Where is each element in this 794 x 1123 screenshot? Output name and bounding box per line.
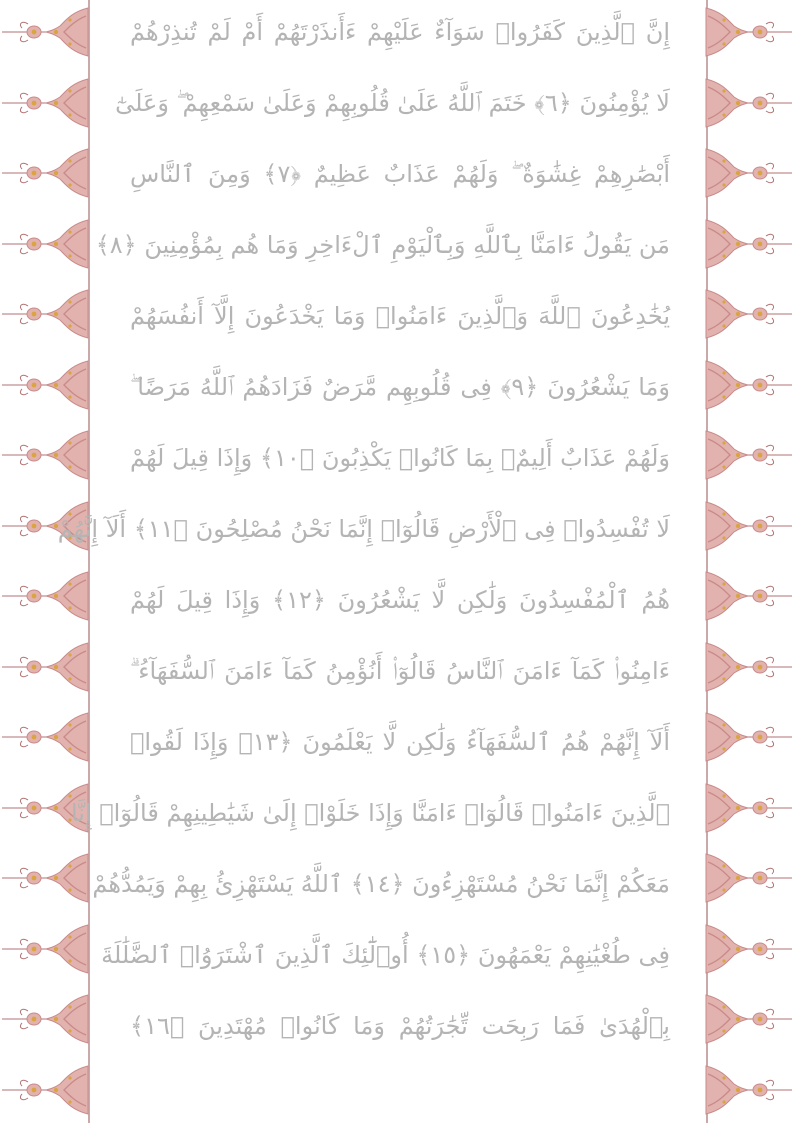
floral-border-ornament-icon bbox=[702, 288, 794, 340]
floral-border-ornament-icon bbox=[0, 711, 92, 763]
quran-line-4: مَن يَقُولُ ءَامَنَّا بِٱللَّهِ وَبِٱلْيَوْمِ ٱلْءَاخِرِ وَمَا هُم بِمُؤْمِنِينَ ﴿٨﴾ bbox=[95, 231, 670, 259]
quran-line-5: يُخَٰدِعُونَ ٱللَّهَ وَٱلَّذِينَ ءَامَنُوا۟ وَمَا يَخْدَعُونَ إِلَّآ أَنفُسَهُمْ bbox=[130, 302, 670, 330]
floral-border-ornament-icon bbox=[0, 641, 92, 693]
floral-border-ornament-icon bbox=[702, 218, 794, 270]
quran-line-15: بِٱلْهُدَىٰ فَمَا رَبِحَت تِّجَٰرَتُهُمْ وَمَا كَانُوا۟ مُهْتَدِينَ ﴿١٦﴾ bbox=[130, 1012, 670, 1040]
quran-line-3: أَبْصَٰرِهِمْ غِشَٰوَةٌ ۖ وَلَهُمْ عَذَابٌ عَظِيمٌ ﴿٧﴾ وَمِنَ ٱلنَّاسِ bbox=[130, 160, 670, 188]
floral-border-ornament-icon bbox=[702, 570, 794, 622]
quran-line-1: إِنَّ ٱلَّذِينَ كَفَرُوا۟ سَوَآءٌ عَلَيْهِمْ ءَأَنذَرْتَهُمْ أَمْ لَمْ تُنذِرْهُمْ bbox=[130, 18, 670, 46]
floral-border-ornament-icon bbox=[0, 993, 92, 1045]
floral-border-ornament-icon bbox=[702, 77, 794, 129]
quran-text-block bbox=[57, 0, 671, 1123]
floral-border-ornament-icon bbox=[0, 147, 92, 199]
floral-border-ornament-icon bbox=[702, 993, 794, 1045]
quran-line-2: لَا يُؤْمِنُونَ ﴿٦﴾ خَتَمَ ٱللَّهُ عَلَىٰ قُلُوبِهِمْ وَعَلَىٰ سَمْعِهِمْ ۖ وَعَلَىٰٓ bbox=[115, 89, 670, 117]
quran-line-6: وَمَا يَشْعُرُونَ ﴿٩﴾ فِى قُلُوبِهِم مَّرَضٌ فَزَادَهُمُ ٱللَّهُ مَرَضًا ۖ bbox=[130, 373, 671, 401]
quran-line-9: هُمُ ٱلْمُفْسِدُونَ وَلَٰكِن لَّا يَشْعُرُونَ ﴿١٢﴾ وَإِذَا قِيلَ لَهُمْ bbox=[130, 586, 670, 614]
floral-border-ornament-icon bbox=[702, 711, 794, 763]
floral-border-ornament-icon bbox=[702, 147, 794, 199]
quran-line-8: لَا تُفْسِدُوا۟ فِى ٱلْأَرْضِ قَالُوٓا۟ إِنَّمَا نَحْنُ مُصْلِحُونَ ﴿١١﴾ أَلَآ إِنَّهُمْ bbox=[57, 515, 670, 543]
floral-border-ornament-icon bbox=[702, 782, 794, 834]
floral-border-ornament-icon bbox=[702, 1064, 794, 1116]
floral-border-ornament-icon bbox=[0, 288, 92, 340]
floral-border-ornament-icon bbox=[702, 359, 794, 411]
floral-border-ornament-icon bbox=[702, 852, 794, 904]
floral-border-ornament-icon bbox=[0, 852, 92, 904]
right-border bbox=[702, 0, 794, 1123]
quran-line-12: ٱلَّذِينَ ءَامَنُوا۟ قَالُوٓا۟ ءَامَنَّا وَإِذَا خَلَوْا۟ إِلَىٰ شَيَٰطِينِهِمْ قَالُوٓا۟ إِنَّا bbox=[70, 799, 670, 827]
floral-border-ornament-icon bbox=[702, 429, 794, 481]
floral-border-ornament-icon bbox=[0, 77, 92, 129]
quran-line-13: مَعَكُمْ إِنَّمَا نَحْنُ مُسْتَهْزِءُونَ ﴿١٤﴾ ٱللَّهُ يَسْتَهْزِئُ بِهِمْ وَيَمُدُّهُمْ bbox=[92, 870, 670, 898]
floral-border-ornament-icon bbox=[702, 923, 794, 975]
floral-border-ornament-icon bbox=[0, 923, 92, 975]
floral-border-ornament-icon bbox=[702, 6, 794, 58]
quran-line-7: وَلَهُمْ عَذَابٌ أَلِيمٌۢ بِمَا كَانُوا۟ يَكْذِبُونَ ﴿١٠﴾ وَإِذَا قِيلَ لَهُمْ bbox=[130, 444, 670, 472]
floral-border-ornament-icon bbox=[0, 1064, 92, 1116]
quran-line-14: فِى طُغْيَٰنِهِمْ يَعْمَهُونَ ﴿١٥﴾ أُو۟لَٰٓئِكَ ٱلَّذِينَ ٱشْتَرَوُا۟ ٱلضَّلَٰلَةَ bbox=[101, 941, 670, 969]
floral-border-ornament-icon bbox=[0, 359, 92, 411]
floral-border-ornament-icon bbox=[0, 218, 92, 270]
floral-border-ornament-icon bbox=[702, 641, 794, 693]
left-border bbox=[0, 0, 92, 1123]
floral-border-ornament-icon bbox=[0, 429, 92, 481]
quran-line-10: ءَامِنُوا۟ كَمَآ ءَامَنَ ٱلنَّاسُ قَالُوٓا۟ أَنُؤْمِنُ كَمَآ ءَامَنَ ٱلسُّفَهَآءُ ۗ bbox=[130, 657, 670, 685]
quran-line-11: أَلَآ إِنَّهُمْ هُمُ ٱلسُّفَهَآءُ وَلَٰكِن لَّا يَعْلَمُونَ ﴿١٣﴾ وَإِذَا لَقُوا۟ bbox=[130, 728, 670, 756]
floral-border-ornament-icon bbox=[0, 6, 92, 58]
floral-border-ornament-icon bbox=[0, 570, 92, 622]
floral-border-ornament-icon bbox=[702, 500, 794, 552]
